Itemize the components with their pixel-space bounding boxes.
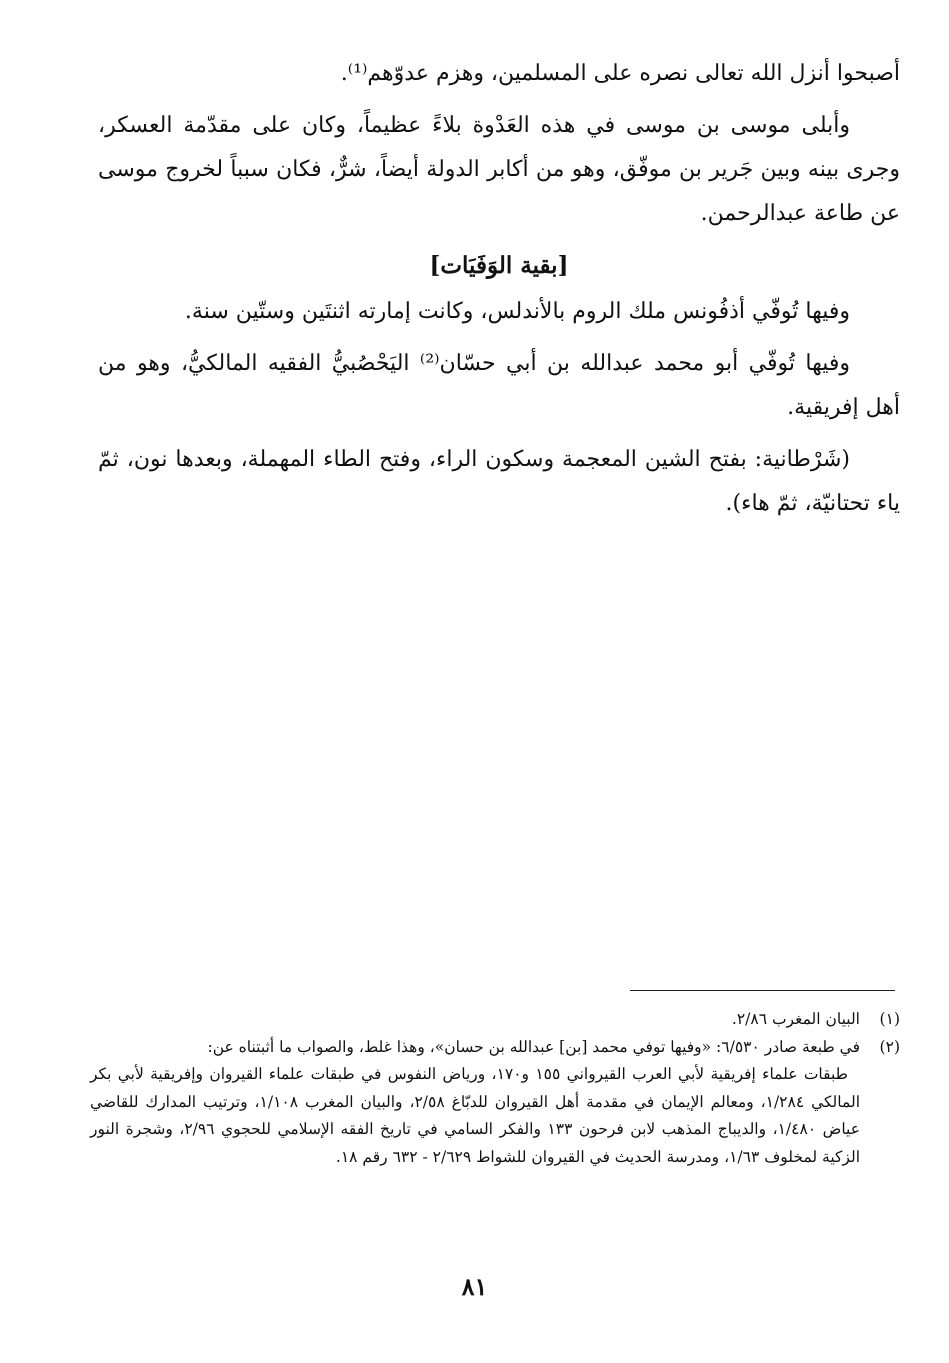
section-heading: [بقية الوَفَيَات]	[429, 252, 569, 279]
footnotes-block	[90, 1006, 900, 1171]
footnote-divider	[630, 990, 895, 991]
paragraph-4: وفيها تُوفّي أبو محمد عبدالله بن أبي حسّان⁽²⁾ اليَحْصُبيُّ الفقيه المالكيُّ، وهو من أهل إفريقية.	[98, 351, 900, 420]
paragraph-2: وأبلى موسى بن موسى في هذه العَدْوة بلاءً عظيماً، وكان على مقدّمة العسكر، وجرى بينه وبين جَرير بن موفّق، وهو من أكابر الدولة أيضاً، شرٌّ، فكان سبباً لخروج موسى عن طاعة عبدالرحمن.	[98, 113, 900, 226]
footnote-1	[90, 1006, 900, 1034]
footnote-2	[90, 1034, 900, 1062]
main-text-block	[98, 52, 900, 534]
footnote-2-references: طبقات علماء إفريقية لأبي العرب القيرواني ١٥٥ و١٧٠، ورياض النفوس في طبقات علماء القيروان وإفريقية لأبي بكر المالكي ١/٢٨٤، ومعالم الإيمان في مقدمة أهل القيروان للدبّاغ ٢/٥٨، والبيان المغرب ١/١٠٨، وترتيب المدارك للقاضي عياض ١/٤٨٠، والديباج المذهب لابن فرحون ١٣٣ والفكر السامي في تاريخ الفقه الإسلامي للحجوي ٢/٩٦، وشجرة النور الزكية لمخلوف ١/٦٣، ومدرسة الحديث في القيروان للشواط ٢/٦٢٩ - ٦٣٢ رقم ١٨.	[90, 1065, 860, 1166]
footnote-1-number: (١)	[879, 1010, 900, 1028]
paragraph-1: أصبحوا أنزل الله تعالى نصره على المسلمين، وهزم عدوّهم⁽¹⁾.	[340, 61, 900, 86]
page-number: ٨١	[461, 1272, 488, 1301]
paragraph-5: (شَرْطانية: بفتح الشين المعجمة وسكون الراء، وفتح الطاء المهملة، وبعدها نون، ثمّ ياء تحتانيّة، ثمّ هاء).	[98, 447, 900, 516]
footnote-2-number: (٢)	[879, 1037, 900, 1056]
paragraph-3: وفيها تُوفّي أذفُونس ملك الروم بالأندلس، وكانت إمارته اثنتَين وستّين سنة.	[184, 299, 850, 324]
footnote-1-text: البيان المغرب ٢/٨٦.	[731, 1010, 860, 1028]
footnote-2-text: في طبعة صادر ٦/٥٣٠: «وفيها توفي محمد [بن] عبدالله بن حسان»، وهذا غلط، والصواب ما أثبتناه عن:	[207, 1037, 860, 1056]
